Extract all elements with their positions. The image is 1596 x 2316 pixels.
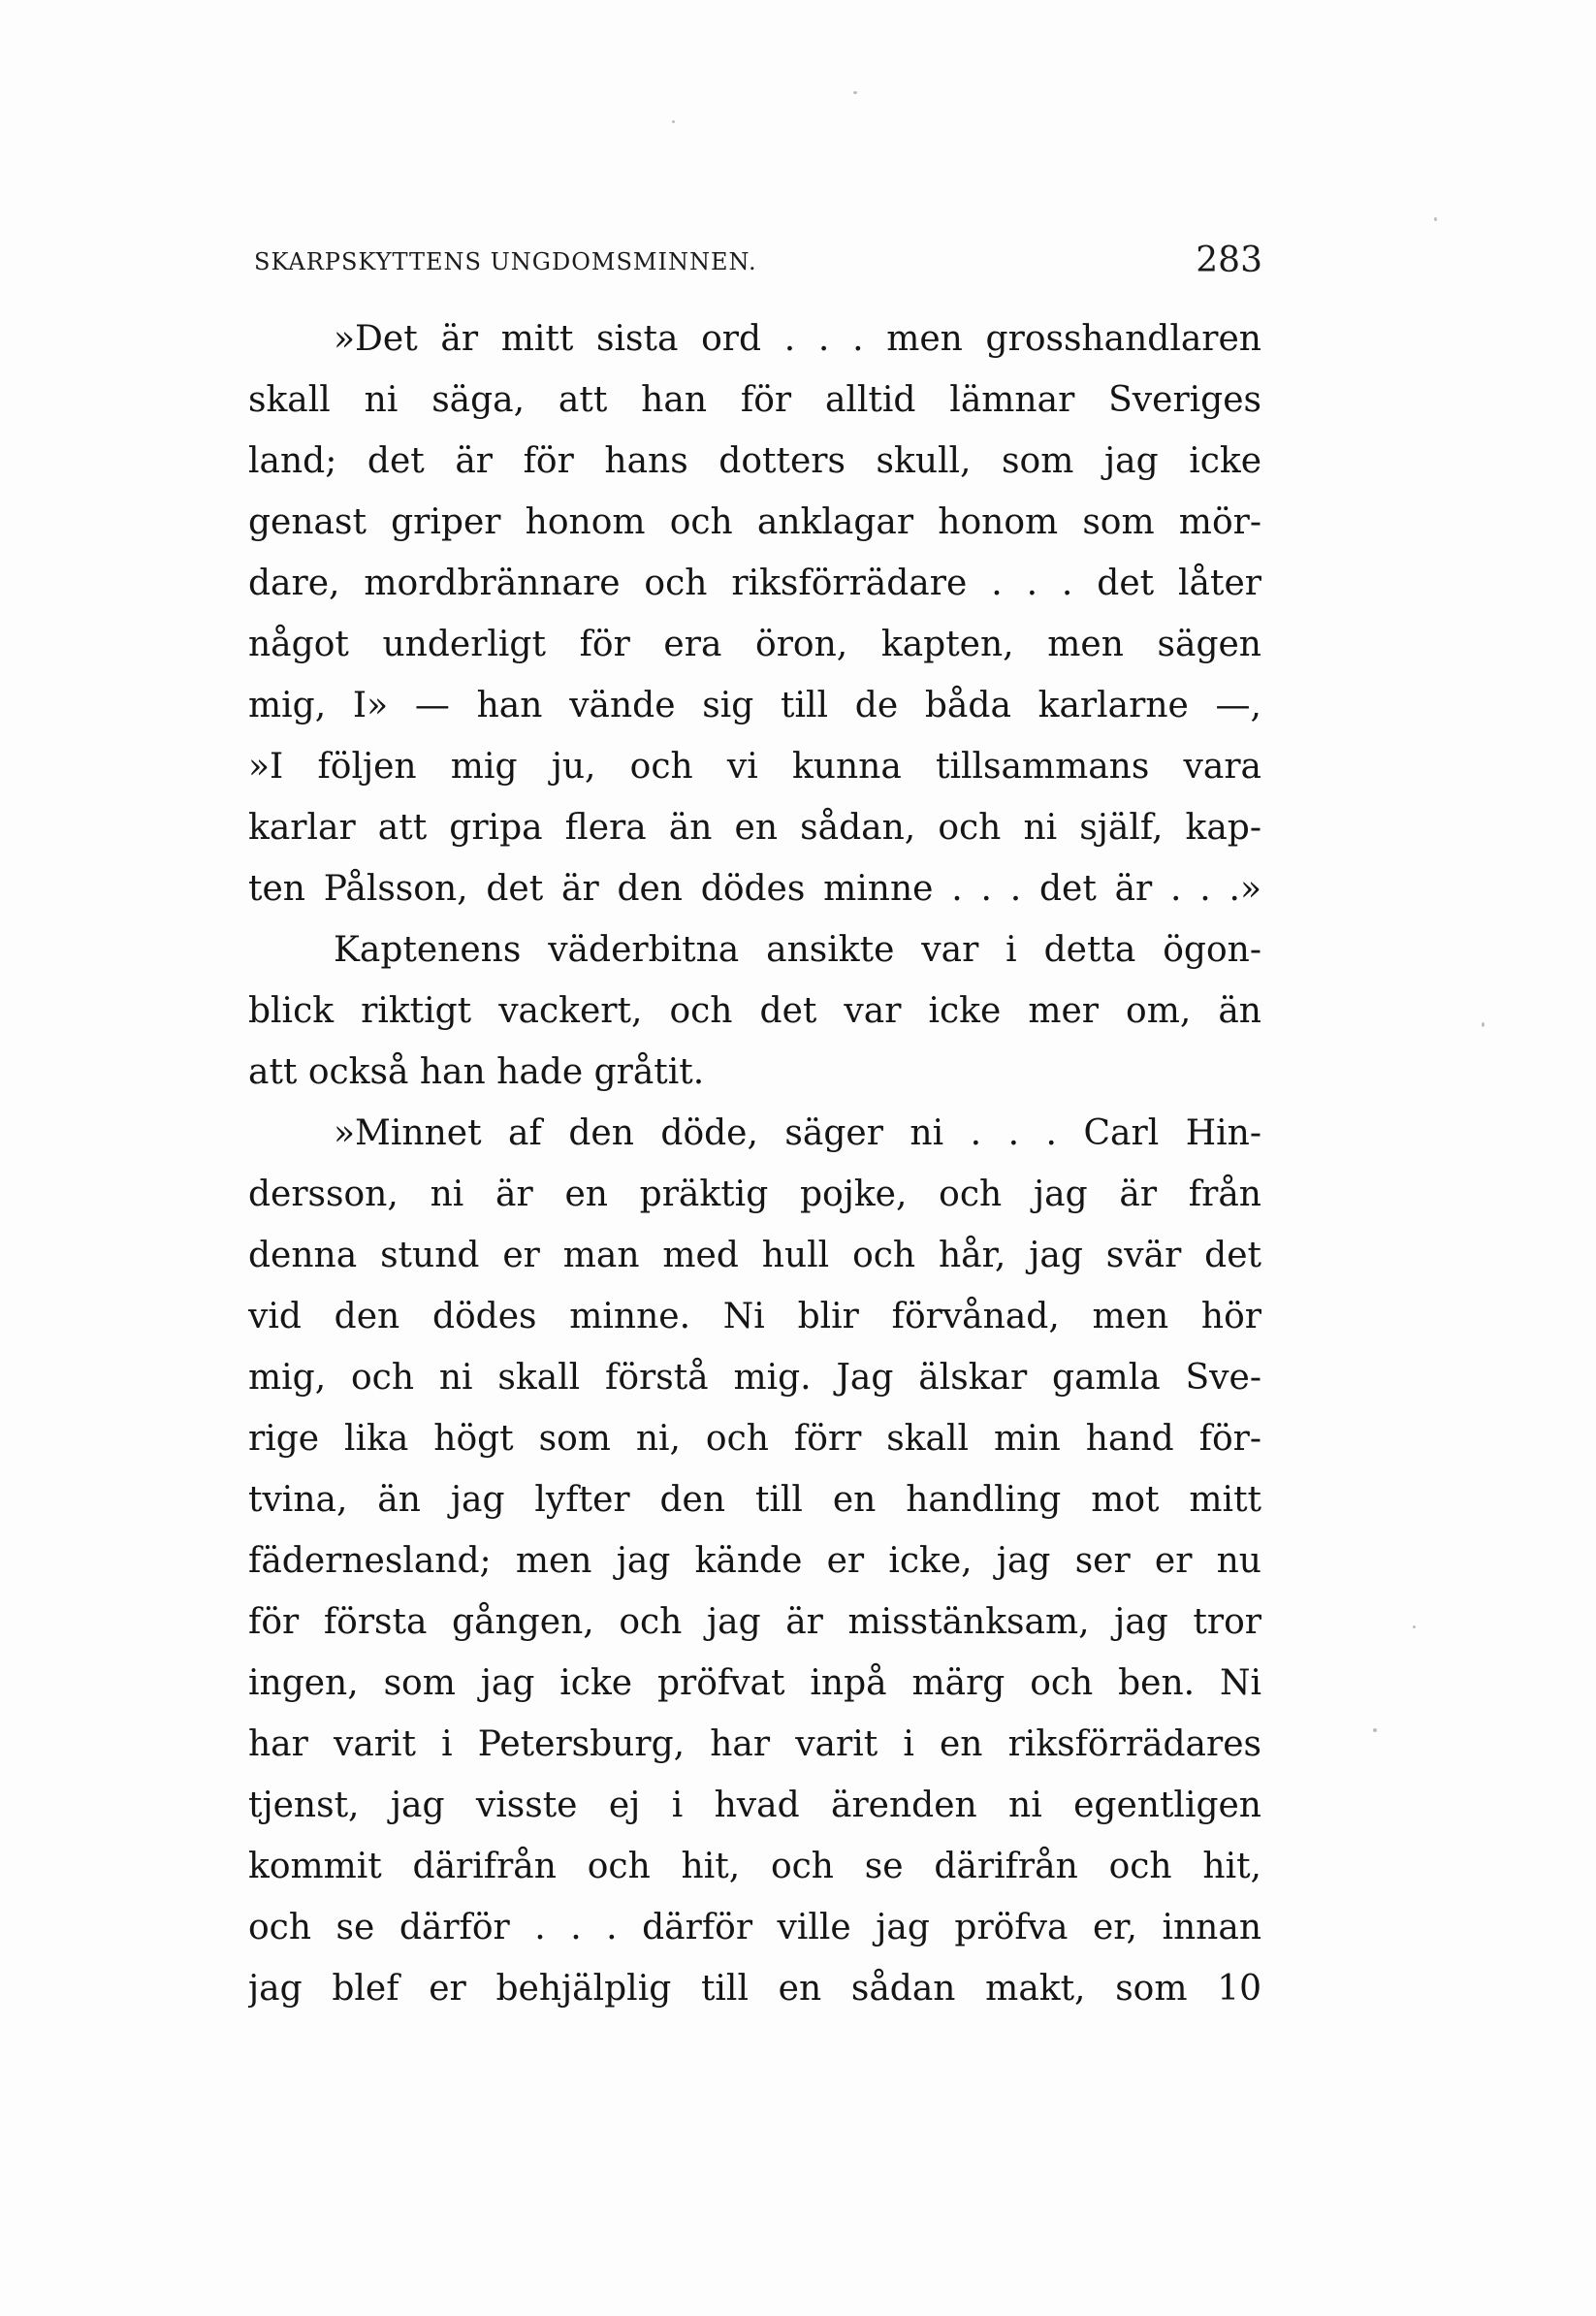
paper-speck [853,91,857,94]
text-line: något underligt för era öron, kapten, men sägen [248,625,1261,664]
text-line: Kaptenens väderbitna ansikte var i detta ögon- [334,930,1261,970]
text-line: och se därför . . . därför ville jag pröfva er, innan [248,1908,1261,1947]
text-line: dersson, ni är en präktig pojke, och jag är från [248,1174,1261,1214]
paper-speck [672,120,675,123]
text-line: att också han hade gråtit. [248,1052,705,1092]
text-line: land; det är för hans dotters skull, som jag icke [248,441,1261,481]
text-line: ingen, som jag icke pröfvat inpå märg och ben. Ni [248,1663,1261,1703]
text-line: kommit därifrån och hit, och se därifrån och hit, [248,1847,1261,1886]
text-line: rige lika högt som ni, och förr skall min hand för- [248,1419,1261,1459]
text-line: ten Pålsson, det är den dödes minne . . . det är . . .» [248,869,1261,909]
text-line: karlar att gripa flera än en sådan, och ni själf, kap- [248,808,1261,848]
text-line: genast griper honom och anklagar honom som mör- [248,502,1261,542]
text-line: skall ni säga, att han för alltid lämnar Sveriges [248,380,1261,420]
paper-speck [1434,217,1437,221]
text-line: »Det är mitt sista ord . . . men grosshandlaren [334,319,1261,359]
text-line: denna stund er man med hull och hår, jag svär det [248,1236,1261,1275]
text-line: mig, I» — han vände sig till de båda karlarne —, [248,686,1261,725]
text-line: dare, mordbrännare och riksförrädare . . . det låter [248,563,1261,603]
page-header [254,239,1262,297]
running-head: SKARPSKYTTENS UNGDOMSMINNEN. [254,248,757,275]
page-number: 283 [1196,241,1262,280]
paper-speck [1413,1625,1416,1628]
text-line: har varit i Petersburg, har varit i en riksförrädares [248,1724,1261,1764]
text-line: »Minnet af den döde, säger ni . . . Carl Hin- [334,1113,1261,1153]
text-line: vid den dödes minne. Ni blir förvånad, men hör [248,1297,1261,1336]
text-line: för första gången, och jag är misstänksam, jag tror [248,1602,1261,1642]
text-line: fädernesland; men jag kände er icke, jag ser er nu [248,1541,1261,1581]
text-line: blick riktigt vackert, och det var icke mer om, än [248,991,1261,1031]
text-line: mig, och ni skall förstå mig. Jag älskar gamla Sve- [248,1358,1261,1398]
text-line: tjenst, jag visste ej i hvad ärenden ni egentligen [248,1785,1261,1825]
paper-speck [1482,1022,1484,1027]
body-text [248,308,1261,2019]
text-line: »I följen mig ju, och vi kunna tillsammans vara [248,747,1261,787]
text-line: tvina, än jag lyfter den till en handling mot mitt [248,1480,1261,1520]
paper-speck [1373,1728,1377,1732]
text-line: jag blef er behjälplig till en sådan makt, som 10 [248,1969,1261,2009]
